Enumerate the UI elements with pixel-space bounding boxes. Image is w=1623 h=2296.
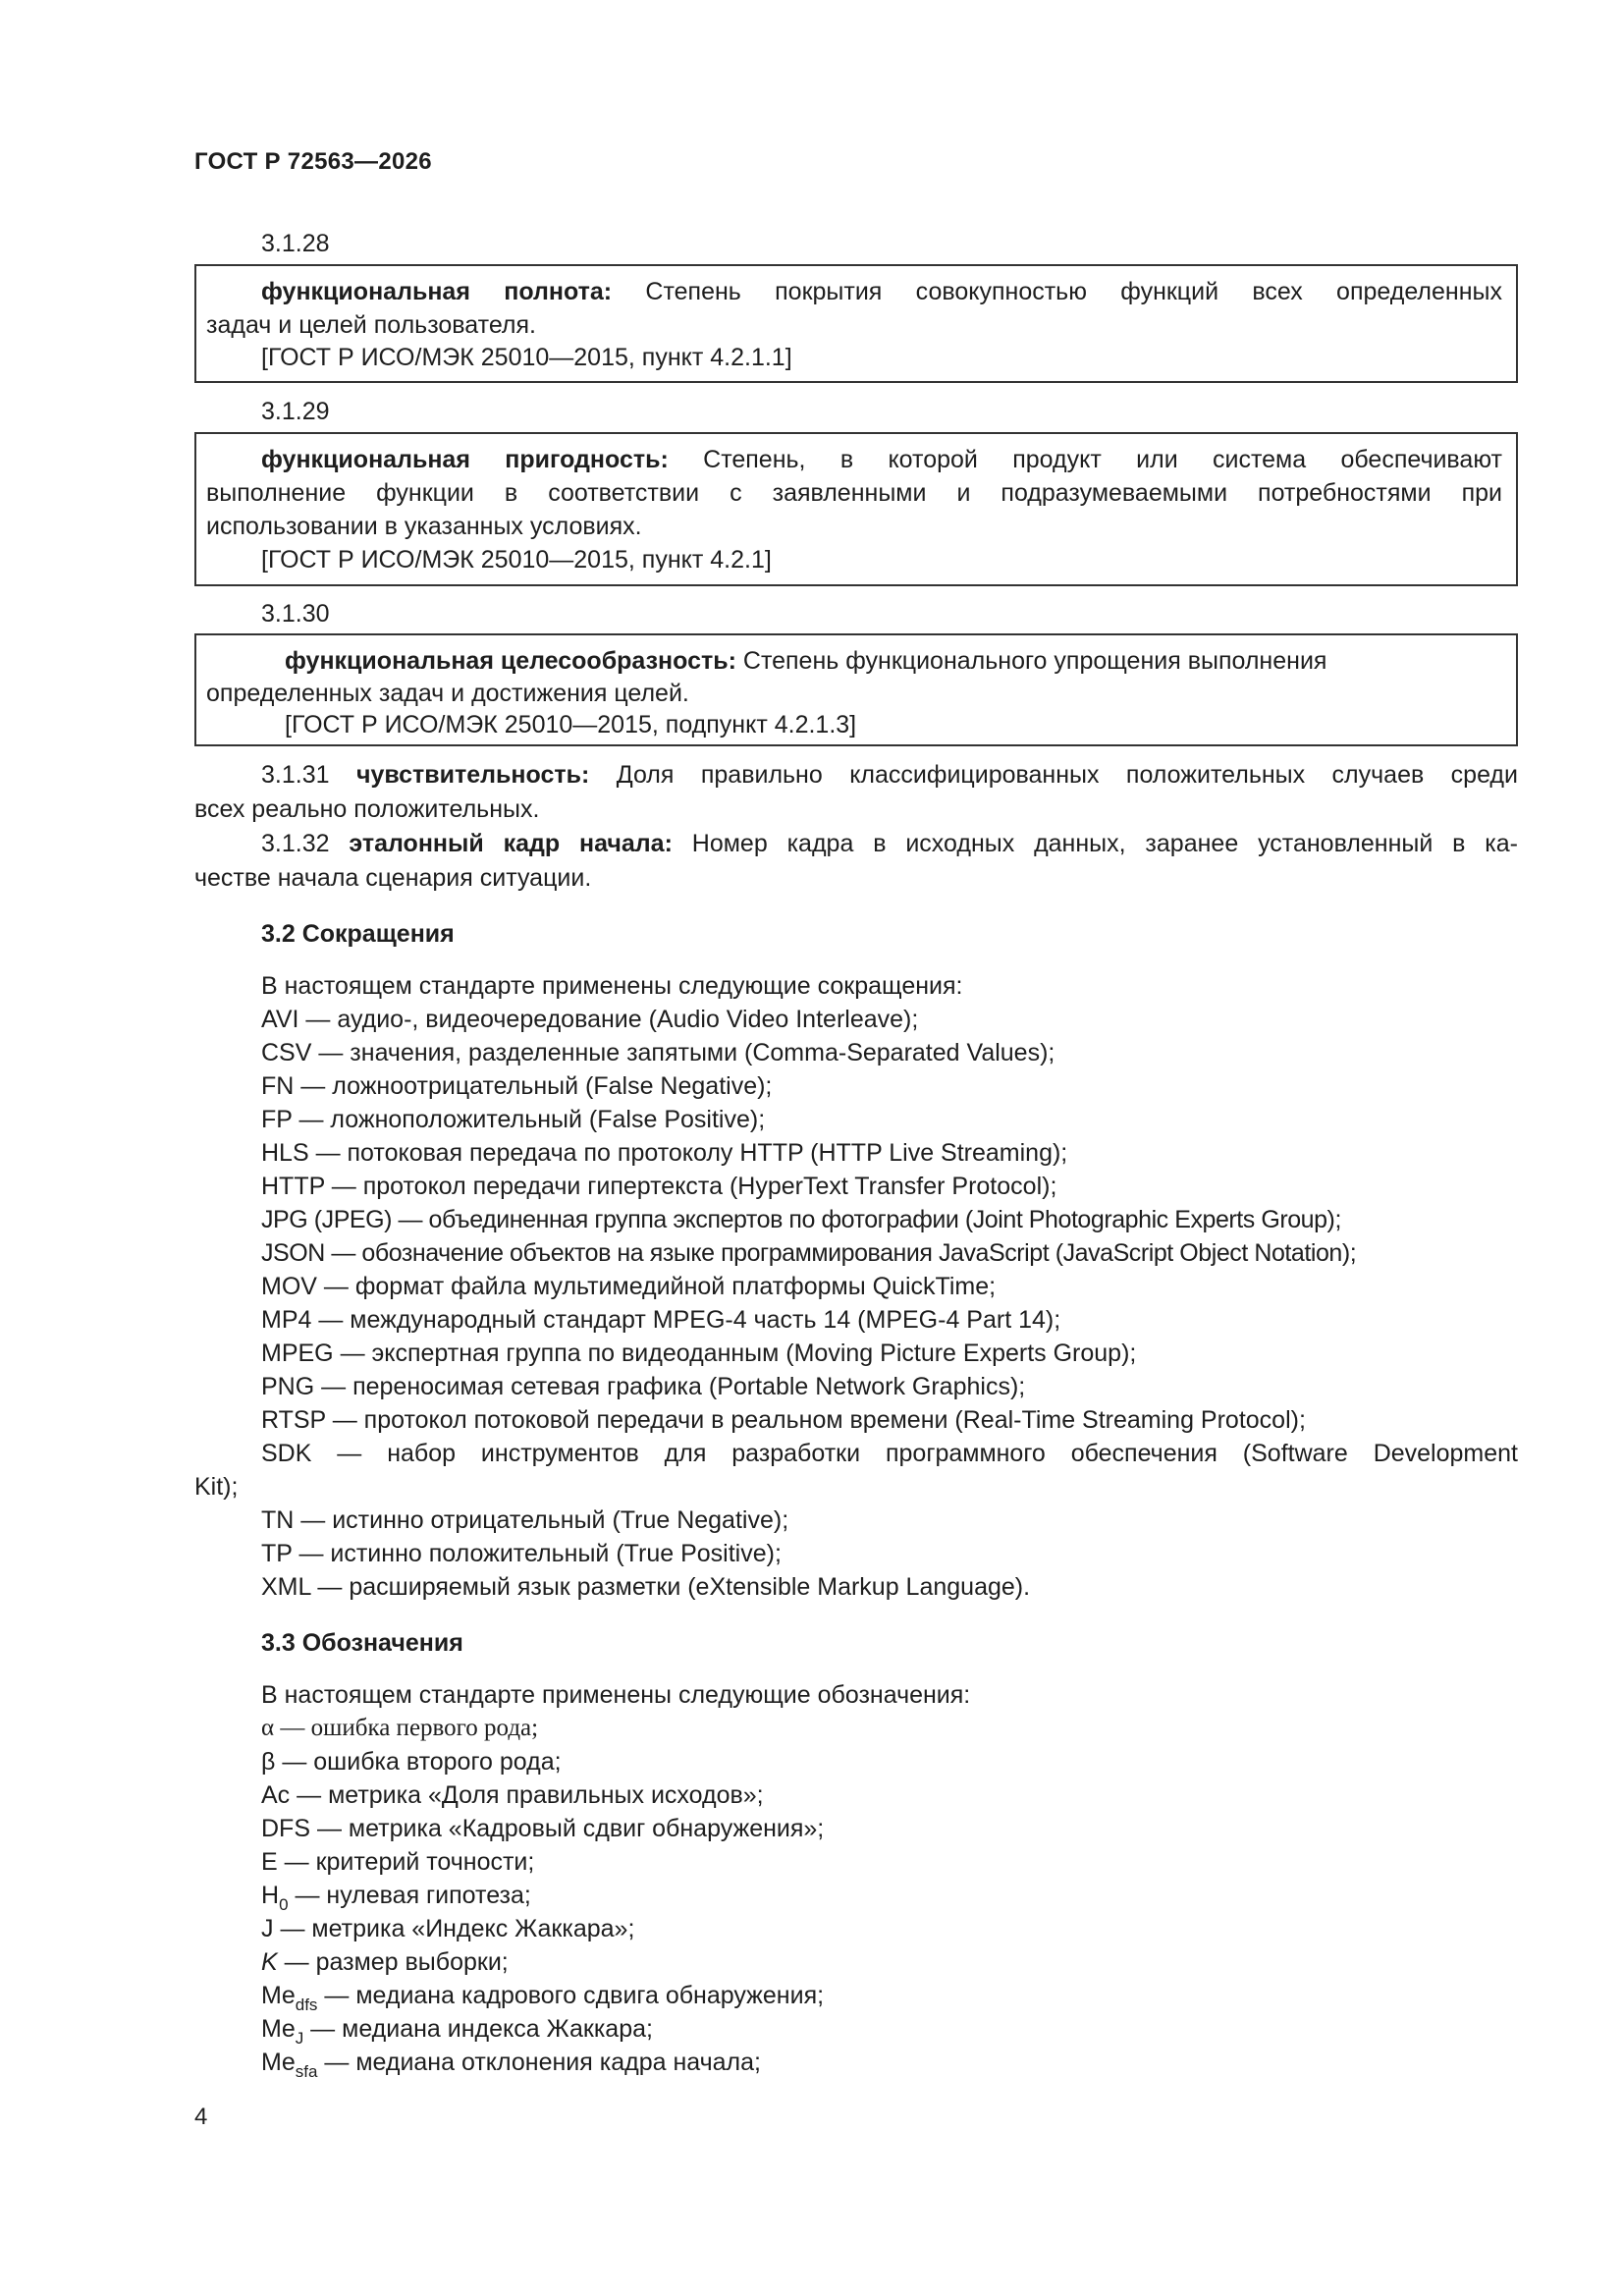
term-definition: Степень покрытия совокупностью функций всех определенных [645,278,1502,305]
term-number: 3.1.32 [261,830,330,857]
symbol-item: Ac — метрика «Доля правильных исходов»; [261,1781,764,1809]
symbol-desc: — нулевая гипотеза; [288,1882,531,1909]
term-number-3-1-30: 3.1.30 [261,600,330,628]
term-definition: Степень, в которой продукт или система обеспечивают [703,446,1502,473]
abbreviation-item: JPG (JPEG) — объединенная группа экспертов по фотографии (Joint Photographic Experts Group); [261,1206,1341,1233]
term-title: чувствительность: [355,761,590,789]
abbreviation-item: MPEG — экспертная группа по видеоданным (Moving Picture Experts Group); [261,1339,1137,1367]
abbreviation-item: JSON — обозначение объектов на языке программирования JavaScript (JavaScript Object Notation); [261,1239,1357,1267]
document-header: ГОСТ Р 72563—2026 [194,148,432,175]
symbol-desc: — размер выборки; [277,1948,509,1976]
symbol-base: Me [261,2015,296,2043]
term-box-3-1-28 [194,264,1518,383]
term-3-1-32 [261,830,1518,858]
term-definition-cont: задач и целей пользователя. [206,311,536,339]
term-definition-cont: честве начала сценария ситуации. [194,864,592,892]
term-definition-cont: определенных задач и достижения целей. [206,680,689,707]
symbol-item: DFS — метрика «Кадровый сдвиг обнаружения»; [261,1815,825,1842]
symbol-item [261,1982,824,2015]
symbol-subscript: dfs [295,1995,318,2014]
symbol-alpha: α — ошибка первого рода; [261,1715,539,1741]
term-number: 3.1.31 [261,761,330,789]
section-heading-abbreviations: 3.2 Сокращения [261,920,455,948]
term-definition: Степень функционального упрощения выполнения [742,647,1327,675]
abbreviation-item-sdk-cont: Kit); [194,1473,239,1501]
term-definition-cont: всех реально положительных. [194,795,540,823]
symbol-item [261,2049,761,2082]
symbol-item [261,1948,509,1977]
term-definition-cont: выполнение функции в соответствии с заявленными и подразумеваемыми потребностями при [206,479,1502,507]
symbol-subscript: J [295,2029,304,2048]
abbreviation-item: AVI — аудио-, видеочередование (Audio Video Interleave); [261,1006,919,1033]
abbreviation-item: TP — истинно положительный (True Positive); [261,1540,782,1567]
term-title: функциональная пригодность: [261,446,669,473]
abbreviation-item: PNG — переносимая сетевая графика (Portable Network Graphics); [261,1373,1026,1400]
symbol-desc: — медиана отклонения кадра начала; [317,2049,761,2076]
section-heading-symbols: 3.3 Обозначения [261,1629,463,1657]
term-reference: [ГОСТ Р ИСО/МЭК 25010—2015, пункт 4.2.1] [261,546,772,574]
symbol-subscript: 0 [279,1895,289,1914]
term-box-3-1-29 [194,432,1518,586]
symbol-subscript: sfa [295,2062,318,2081]
page-number: 4 [194,2104,208,2130]
abbreviations-intro: В настоящем стандарте применены следующие сокращения: [261,972,963,1000]
abbreviation-item: RTSP — протокол потоковой передачи в реальном времени (Real-Time Streaming Protocol); [261,1406,1306,1434]
abbreviation-item: MP4 — международный стандарт MPEG-4 часть 14 (MPEG-4 Part 14); [261,1306,1061,1334]
term-title: эталонный кадр начала: [349,830,673,857]
symbols-intro: В настоящем стандарте применены следующие обозначения: [261,1681,971,1709]
term-title: функциональная полнота: [261,278,613,305]
symbol-base: H [261,1882,280,1909]
term-line [261,446,1502,474]
term-3-1-31 [261,761,1518,790]
symbol-desc: — медиана кадрового сдвига обнаружения; [317,1982,825,2009]
abbreviation-item: FN — ложноотрицательный (False Negative); [261,1072,773,1100]
term-reference: [ГОСТ Р ИСО/МЭК 25010—2015, подпункт 4.2.1.3] [285,711,857,738]
term-title: функциональная целесообразность: [285,647,736,675]
term-box-3-1-30 [194,633,1518,746]
abbreviation-item: HTTP — протокол передачи гипертекста (HyperText Transfer Protocol); [261,1173,1057,1200]
term-line [261,278,1502,306]
symbol-desc: — медиана индекса Жаккара; [303,2015,653,2043]
abbreviation-item: XML — расширяемый язык разметки (eXtensible Markup Language). [261,1573,1031,1601]
abbreviation-item: FP — ложноположительный (False Positive); [261,1106,766,1133]
abbreviation-item: CSV — значения, разделенные запятыми (Comma-Separated Values); [261,1039,1055,1066]
term-line [285,647,1326,676]
abbreviation-item: MOV — формат файла мультимедийной платформы QuickTime; [261,1273,997,1300]
symbol-base: Me [261,2049,296,2076]
abbreviation-item: TN — истинно отрицательный (True Negative); [261,1506,789,1534]
symbol-base: K [261,1948,278,1976]
term-number-3-1-29: 3.1.29 [261,398,330,425]
term-definition-cont: использовании в указанных условиях. [206,513,642,540]
symbol-base: Me [261,1982,296,2009]
symbol-item [261,1882,531,1915]
symbol-item [261,1715,538,1742]
abbreviation-item-sdk: SDK — набор инструментов для разработки программного обеспечения (Software Development [261,1440,1518,1467]
term-reference: [ГОСТ Р ИСО/МЭК 25010—2015, пункт 4.2.1.1] [261,344,792,371]
symbol-item: J — метрика «Индекс Жаккара»; [261,1915,635,1942]
symbol-item: β — ошибка второго рода; [261,1748,562,1776]
symbol-item [261,2015,653,2049]
term-definition: Номер кадра в исходных данных, заранее установленный в ка- [691,830,1519,857]
symbol-item: E — критерий точности; [261,1848,535,1876]
abbreviation-item: HLS — потоковая передача по протоколу HTTP (HTTP Live Streaming); [261,1139,1068,1167]
term-number-3-1-28: 3.1.28 [261,230,330,257]
term-definition: Доля правильно классифицированных положительных случаев среди [616,761,1518,789]
